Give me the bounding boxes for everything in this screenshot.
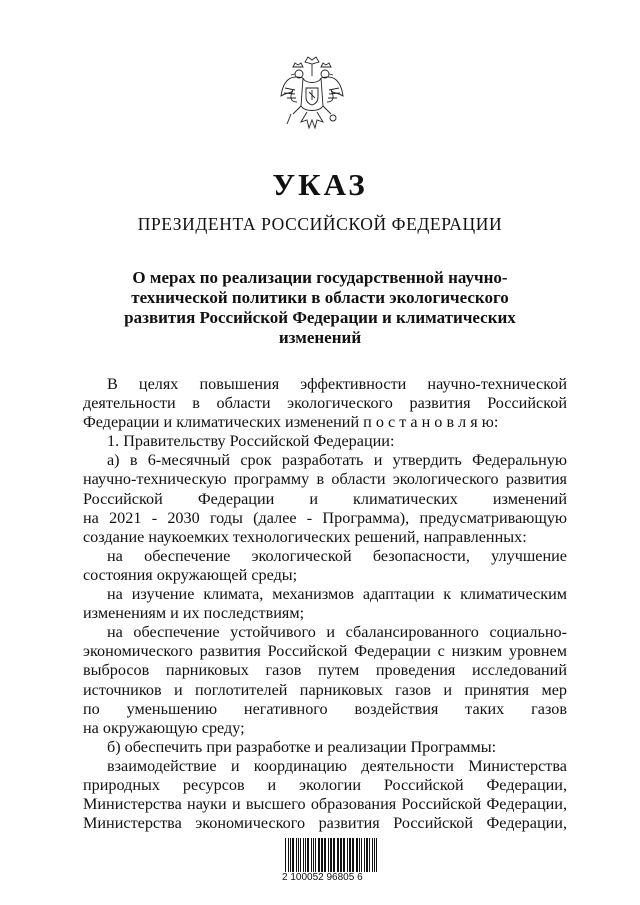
- barcode-bar: [330, 838, 332, 872]
- barcode-bar: [318, 838, 320, 872]
- body-line: Федерации и климатических изменений п о с т а н о в л я ю:: [83, 413, 499, 432]
- barcode-bar: [290, 838, 291, 872]
- decree-body: [83, 375, 567, 833]
- barcode-bar: [285, 838, 286, 872]
- barcode-bar: [333, 838, 335, 872]
- heading-line: технической политики в области экологического: [131, 288, 509, 307]
- barcode-bar: [288, 838, 289, 872]
- barcode-bar: [356, 838, 358, 872]
- body-line: природных ресурсов и экологии Российской Федерации,: [83, 775, 567, 794]
- body-line: В целях повышения эффективности научно-технической: [107, 375, 567, 393]
- body-line: а) в 6-месячный срок разработать и утвердить Федеральную: [107, 451, 567, 470]
- decree-title: УКАЗ: [272, 167, 368, 202]
- coat-of-arms-icon: [279, 52, 345, 138]
- heading-line: развития Российской Федерации и климатических: [124, 308, 516, 327]
- body-line: создание наукоемких технологических решений, направленных:: [83, 527, 527, 546]
- barcode-bar: [352, 838, 354, 872]
- barcode-bar: [307, 838, 309, 872]
- body-line: на обеспечение устойчивого и сбалансированного социально-: [107, 623, 567, 642]
- body-line: взаимодействие и координацию деятельности Министерства: [107, 756, 567, 775]
- barcode-bar: [296, 838, 297, 872]
- barcode-bar: [347, 838, 348, 872]
- barcode-bar: [311, 838, 312, 872]
- barcode-bar: [303, 838, 304, 872]
- body-line: источников и поглотителей парниковых газов и принятия мер: [83, 680, 567, 699]
- body-line: Российской Федерации и климатических изменений: [83, 489, 567, 508]
- barcode-bar: [305, 838, 306, 872]
- body-line: экономического развития Российской Федерации с низким уровнем: [83, 642, 567, 661]
- heading-line: изменений: [278, 328, 362, 347]
- barcode-number: 2 100052 96805 6: [282, 872, 363, 883]
- barcode-bar: [343, 838, 345, 872]
- body-line: деятельности в области экологического развития Российской: [83, 394, 567, 413]
- body-line: б) обеспечить при разработке и реализации Программы:: [107, 737, 497, 756]
- body-line: Министерства науки и высшего образования Российской Федерации,: [83, 795, 567, 814]
- barcode-bar: [315, 838, 316, 872]
- heading-line: О мерах по реализации государственной научно-: [132, 268, 508, 287]
- body-line: изменениям и их последствиям;: [83, 604, 305, 623]
- body-line: научно-техническую программу в области экологического развития: [83, 470, 567, 489]
- barcode-bar: [292, 838, 294, 872]
- barcode-bar: [298, 838, 299, 872]
- barcode-bar: [340, 838, 342, 872]
- barcode-bar: [349, 838, 351, 872]
- barcode-bar: [324, 838, 326, 872]
- barcode-bar: [313, 838, 314, 872]
- body-line: на окружающую среду;: [83, 718, 245, 737]
- barcode-bar: [321, 838, 323, 872]
- body-line: 1. Правительству Российской Федерации:: [107, 432, 395, 451]
- barcode-bar: [376, 838, 377, 872]
- barcode-bar: [300, 838, 301, 872]
- body-line: на обеспечение экологической безопасности, улучшение: [107, 546, 567, 565]
- body-line: выбросов парниковых газов путем проведения исследований: [83, 661, 567, 680]
- decree-heading: [110, 268, 530, 348]
- barcode-bar: [361, 838, 362, 872]
- body-line: состояния окружающей среды;: [83, 565, 298, 584]
- barcode-bar: [337, 838, 339, 872]
- barcode-bar: [374, 838, 375, 872]
- decree-subtitle: ПРЕЗИДЕНТА РОССИЙСКОЙ ФЕДЕРАЦИИ: [137, 214, 503, 234]
- body-line: на изучение климата, механизмов адаптации к климатическим: [107, 585, 567, 604]
- barcode-bar: [369, 838, 370, 872]
- barcode-bar: [364, 838, 365, 872]
- barcode-bar: [328, 838, 329, 872]
- body-line: по уменьшению негативного воздействия таких газов: [83, 699, 567, 718]
- body-line: Министерства экономического развития Российской Федерации,: [83, 814, 567, 833]
- body-line: на 2021 - 2030 годы (далее - Программа), предусматривающую: [83, 508, 567, 527]
- barcode-bar: [372, 838, 373, 872]
- barcode-bar: [366, 838, 368, 872]
- barcode-bar: [359, 838, 360, 872]
